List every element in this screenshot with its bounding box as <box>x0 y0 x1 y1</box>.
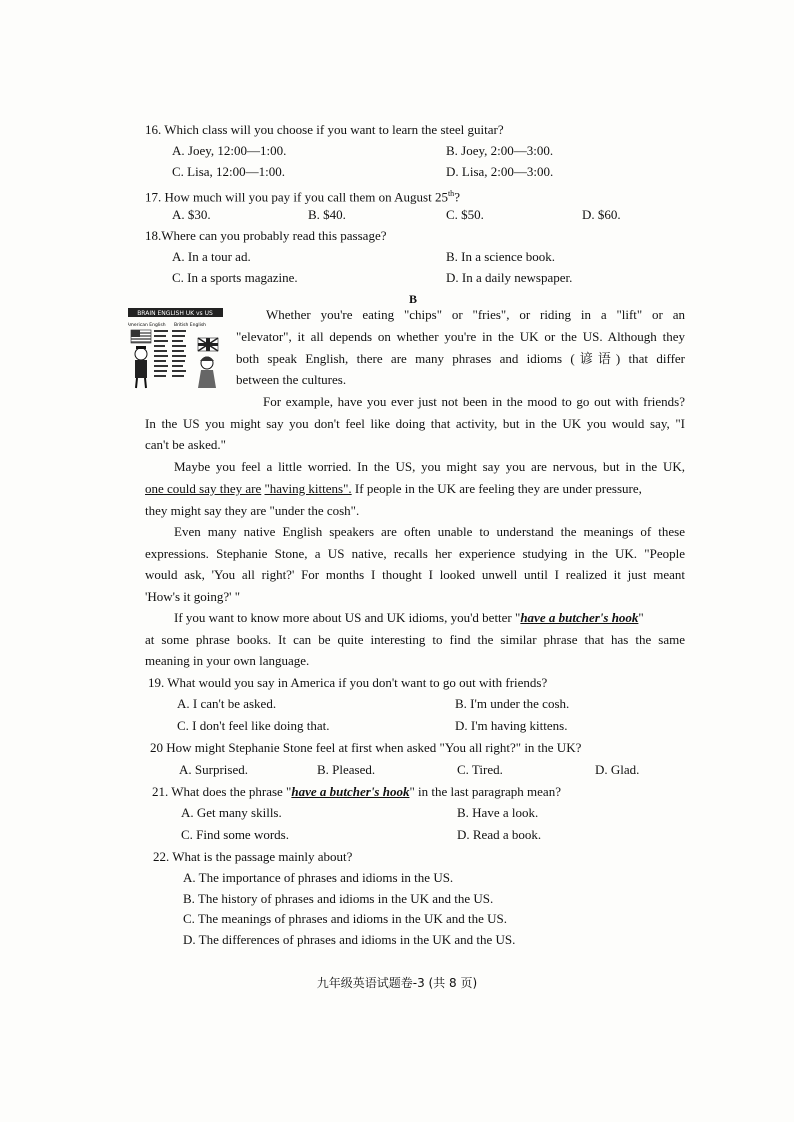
q16-option-d: D. Lisa, 2:00—3:00. <box>446 164 554 179</box>
passage-p5-line1: If you want to know more about US and UK idioms, you'd better "have a butcher's hook" <box>174 610 644 625</box>
passage-p2-line2: In the US you might say you don't feel like doing that activity, but in the UK you would say, "I <box>145 416 685 431</box>
q16-option-b: B. Joey, 2:00—3:00. <box>446 143 554 158</box>
q19-stem: 19. What would you say in America if you don't want to go out with friends? <box>148 675 548 690</box>
passage-p3-line3: they might say they are "under the cosh". <box>145 503 360 518</box>
q21-stem: 21. What does the phrase "have a butcher's hook" in the last paragraph mean? <box>152 784 561 799</box>
q20-stem: 20 How might Stephanie Stone feel at first when asked "You all right?" in the UK? <box>150 740 582 755</box>
q18-option-a: A. In a tour ad. <box>172 249 251 264</box>
q17-option-a: A. $30. <box>172 207 211 222</box>
q21-option-c: C. Find some words. <box>181 827 289 842</box>
passage-p5-line3: meaning in your own language. <box>145 653 310 668</box>
q20-option-a: A. Surprised. <box>179 762 248 777</box>
q21-option-a: A. Get many skills. <box>181 805 282 820</box>
q20-option-d: D. Glad. <box>595 762 640 777</box>
passage-p1-line4: between the cultures. <box>236 372 347 387</box>
q20-option-c: C. Tired. <box>457 762 503 777</box>
q16-stem: 16. Which class will you choose if you want to learn the steel guitar? <box>145 122 504 137</box>
passage-p2-line1: For example, have you ever just not been in the mood to go out with friends? <box>263 394 685 409</box>
passage-p4-line2: expressions. Stephanie Stone, a US native, recalls her experience studying in the UK. "People <box>145 546 685 561</box>
q17-stem: 17. How much will you pay if you call them on August 25th? <box>145 189 460 205</box>
q18-stem: 18.Where can you probably read this passage? <box>145 228 387 243</box>
q20-option-b: B. Pleased. <box>317 762 376 777</box>
q19-option-b: B. I'm under the cosh. <box>455 696 570 711</box>
svg-text:American English: American English <box>128 323 166 328</box>
q16-option-a: A. Joey, 12:00—1:00. <box>172 143 287 158</box>
q22-option-c: C. The meanings of phrases and idioms in the UK and the US. <box>183 911 507 926</box>
q18-option-d: D. In a daily newspaper. <box>446 270 573 285</box>
q19-option-c: C. I don't feel like doing that. <box>177 718 330 733</box>
passage-p1-line2: "elevator", it all depends on whether you're in the UK or the US. Although they <box>236 329 685 344</box>
q22-option-d: D. The differences of phrases and idioms in the UK and the US. <box>183 932 516 947</box>
passage-p4-line3: would ask, 'You all right?' For months I thought I looked unwell until I realized it just meant <box>145 567 685 582</box>
q18-option-c: C. In a sports magazine. <box>172 270 298 285</box>
section-heading: B <box>409 292 418 306</box>
passage-p1-line1: Whether you're eating "chips" or "fries", or riding in a "lift" or an <box>266 307 685 322</box>
q22-stem: 22. What is the passage mainly about? <box>153 849 353 864</box>
passage-p4-line4: 'How's it going?' " <box>145 589 241 604</box>
passage-p3-line1: Maybe you feel a little worried. In the US, you might say you are nervous, but in the UK, <box>174 459 685 474</box>
q17-option-c: C. $50. <box>446 207 484 222</box>
passage-p3-line2: one could say they are "having kittens". If people in the UK are feeling they are under pressure, <box>145 481 642 496</box>
q16-option-c: C. Lisa, 12:00—1:00. <box>172 164 286 179</box>
passage-p4-line1: Even many native English speakers are often unable to understand the meanings of these <box>174 524 685 539</box>
q18-option-b: B. In a science book. <box>446 249 556 264</box>
passage-p1-line3: both speak English, there are many phrases and idioms (谚语) that differ <box>236 351 685 366</box>
uk-us-english-illustration <box>128 308 223 390</box>
q19-option-d: D. I'm having kittens. <box>455 718 568 733</box>
q21-option-b: B. Have a look. <box>457 805 539 820</box>
svg-text:British English: British English <box>173 323 207 328</box>
q17-option-d: D. $60. <box>582 207 621 222</box>
svg-text:BRAIN ENGLISH UK vs US: BRAIN ENGLISH UK vs US <box>137 310 213 317</box>
q22-option-b: B. The history of phrases and idioms in the UK and the US. <box>183 891 494 906</box>
q22-option-a: A. The importance of phrases and idioms in the US. <box>183 870 454 885</box>
q17-option-b: B. $40. <box>308 207 346 222</box>
passage-p5-line2: at some phrase books. It can be quite interesting to find the similar phrase that has the same <box>145 632 685 647</box>
q21-option-d: D. Read a book. <box>457 827 542 842</box>
q19-option-a: A. I can't be asked. <box>177 696 277 711</box>
page-footer: 九年级英语试题卷-3 (共 8 页) <box>316 976 478 990</box>
passage-p2-line3: can't be asked." <box>145 437 226 452</box>
